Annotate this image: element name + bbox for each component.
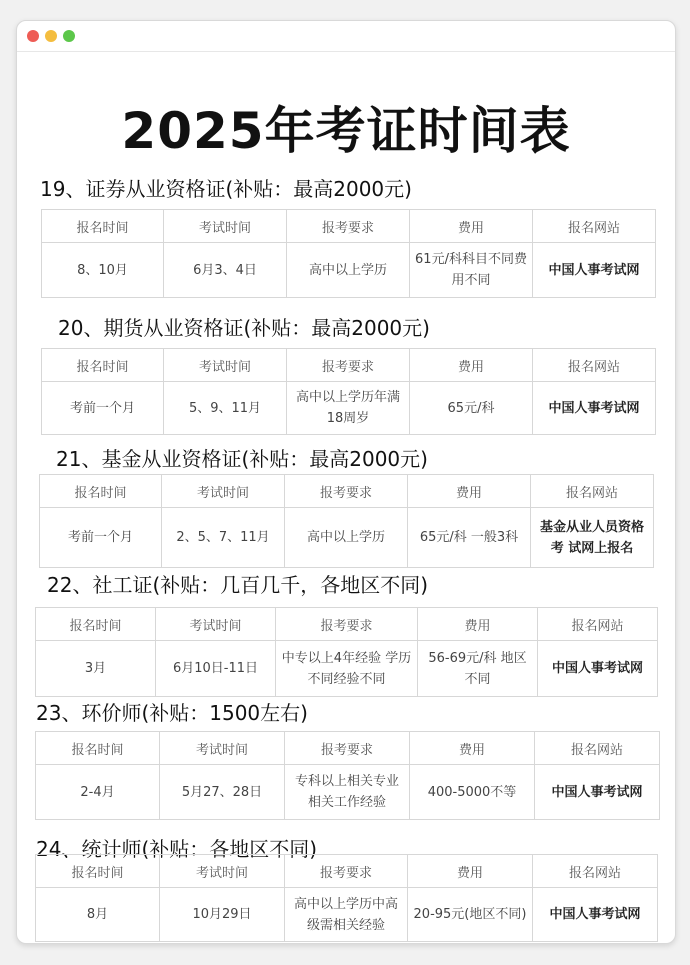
cell-reg-time: 考前一个月 bbox=[40, 508, 162, 568]
cell-reg-time: 8月 bbox=[36, 888, 160, 942]
header-website: 报名网站 bbox=[533, 210, 656, 243]
cell-fee: 65元/科 bbox=[410, 382, 533, 435]
section-title-21: 21、基金从业资格证(补贴：最高2000元) bbox=[56, 447, 428, 471]
section-table-21 bbox=[39, 474, 654, 568]
cell-exam-time: 6月3、4日 bbox=[164, 243, 287, 298]
cell-website: 中国人事考试网 bbox=[533, 382, 656, 435]
table-header-row bbox=[36, 732, 660, 765]
header-website: 报名网站 bbox=[535, 732, 660, 765]
cell-requirement: 中专以上4年经验 学历不同经验不同 bbox=[276, 641, 418, 697]
table-header-row bbox=[36, 855, 658, 888]
section-table-19 bbox=[41, 209, 656, 298]
cell-exam-time: 2、5、7、11月 bbox=[162, 508, 285, 568]
section-title-23: 23、环价师(补贴：1500左右) bbox=[36, 701, 308, 725]
header-reg-time: 报名时间 bbox=[42, 349, 164, 382]
header-requirement: 报考要求 bbox=[285, 732, 410, 765]
header-fee: 费用 bbox=[418, 608, 538, 641]
minimize-window-icon[interactable] bbox=[45, 30, 57, 42]
table-header-row bbox=[42, 349, 656, 382]
cell-requirement: 高中以上学历 bbox=[287, 243, 410, 298]
header-exam-time: 考试时间 bbox=[156, 608, 276, 641]
section-table-23 bbox=[35, 731, 660, 820]
cell-fee: 56-69元/科 地区不同 bbox=[418, 641, 538, 697]
window-titlebar bbox=[17, 21, 675, 52]
header-requirement: 报考要求 bbox=[287, 349, 410, 382]
header-fee: 费用 bbox=[408, 855, 533, 888]
header-fee: 费用 bbox=[408, 475, 531, 508]
cell-requirement: 高中以上学历 bbox=[285, 508, 408, 568]
table-row bbox=[36, 641, 658, 697]
cell-fee: 20-95元(地区不同) bbox=[408, 888, 533, 942]
header-fee: 费用 bbox=[410, 732, 535, 765]
header-website: 报名网站 bbox=[531, 475, 654, 508]
cell-website: 基金从业人员资格考 试网上报名 bbox=[531, 508, 654, 568]
cell-website: 中国人事考试网 bbox=[538, 641, 658, 697]
cell-fee: 65元/科 一般3科 bbox=[408, 508, 531, 568]
header-reg-time: 报名时间 bbox=[36, 732, 160, 765]
header-fee: 费用 bbox=[410, 210, 533, 243]
cell-requirement: 高中以上学历年满18周岁 bbox=[287, 382, 410, 435]
cell-reg-time: 3月 bbox=[36, 641, 156, 697]
cell-requirement: 高中以上学历中高级需相关经验 bbox=[285, 888, 408, 942]
cell-fee: 61元/科科目不同费用不同 bbox=[410, 243, 533, 298]
table-row bbox=[42, 382, 656, 435]
cell-exam-time: 5、9、11月 bbox=[164, 382, 287, 435]
table-header-row bbox=[40, 475, 654, 508]
cell-reg-time: 8、10月 bbox=[42, 243, 164, 298]
maximize-window-icon[interactable] bbox=[63, 30, 75, 42]
section-table-24 bbox=[35, 854, 658, 942]
section-title-22: 22、社工证(补贴：几百几千，各地区不同) bbox=[47, 573, 429, 597]
header-reg-time: 报名时间 bbox=[36, 608, 156, 641]
table-header-row bbox=[42, 210, 656, 243]
header-requirement: 报考要求 bbox=[285, 855, 408, 888]
cell-exam-time: 5月27、28日 bbox=[160, 765, 285, 820]
header-fee: 费用 bbox=[410, 349, 533, 382]
cell-website: 中国人事考试网 bbox=[533, 888, 658, 942]
cell-exam-time: 6月10日-11日 bbox=[156, 641, 276, 697]
section-title-20: 20、期货从业资格证(补贴：最高2000元) bbox=[58, 316, 430, 340]
header-reg-time: 报名时间 bbox=[42, 210, 164, 243]
header-requirement: 报考要求 bbox=[276, 608, 418, 641]
cell-exam-time: 10月29日 bbox=[160, 888, 285, 942]
header-reg-time: 报名时间 bbox=[40, 475, 162, 508]
cell-website: 中国人事考试网 bbox=[535, 765, 660, 820]
header-website: 报名网站 bbox=[533, 855, 658, 888]
header-requirement: 报考要求 bbox=[285, 475, 408, 508]
cell-requirement: 专科以上相关专业 相关工作经验 bbox=[285, 765, 410, 820]
page-title: 2025年考证时间表 bbox=[121, 102, 571, 160]
table-row bbox=[40, 508, 654, 568]
header-website: 报名网站 bbox=[533, 349, 656, 382]
table-header-row bbox=[36, 608, 658, 641]
section-table-22 bbox=[35, 607, 658, 697]
header-reg-time: 报名时间 bbox=[36, 855, 160, 888]
cell-reg-time: 考前一个月 bbox=[42, 382, 164, 435]
section-title-24: 24、统计师(补贴：各地区不同) bbox=[36, 837, 318, 861]
header-website: 报名网站 bbox=[538, 608, 658, 641]
table-row bbox=[36, 765, 660, 820]
section-title-19: 19、证券从业资格证(补贴：最高2000元) bbox=[40, 177, 412, 201]
close-window-icon[interactable] bbox=[27, 30, 39, 42]
header-exam-time: 考试时间 bbox=[164, 210, 287, 243]
header-requirement: 报考要求 bbox=[287, 210, 410, 243]
header-exam-time: 考试时间 bbox=[162, 475, 285, 508]
cell-fee: 400-5000不等 bbox=[410, 765, 535, 820]
section-table-20 bbox=[41, 348, 656, 435]
header-exam-time: 考试时间 bbox=[160, 855, 285, 888]
header-exam-time: 考试时间 bbox=[164, 349, 287, 382]
cell-reg-time: 2-4月 bbox=[36, 765, 160, 820]
header-exam-time: 考试时间 bbox=[160, 732, 285, 765]
cell-website: 中国人事考试网 bbox=[533, 243, 656, 298]
table-row bbox=[36, 888, 658, 942]
table-row bbox=[42, 243, 656, 298]
